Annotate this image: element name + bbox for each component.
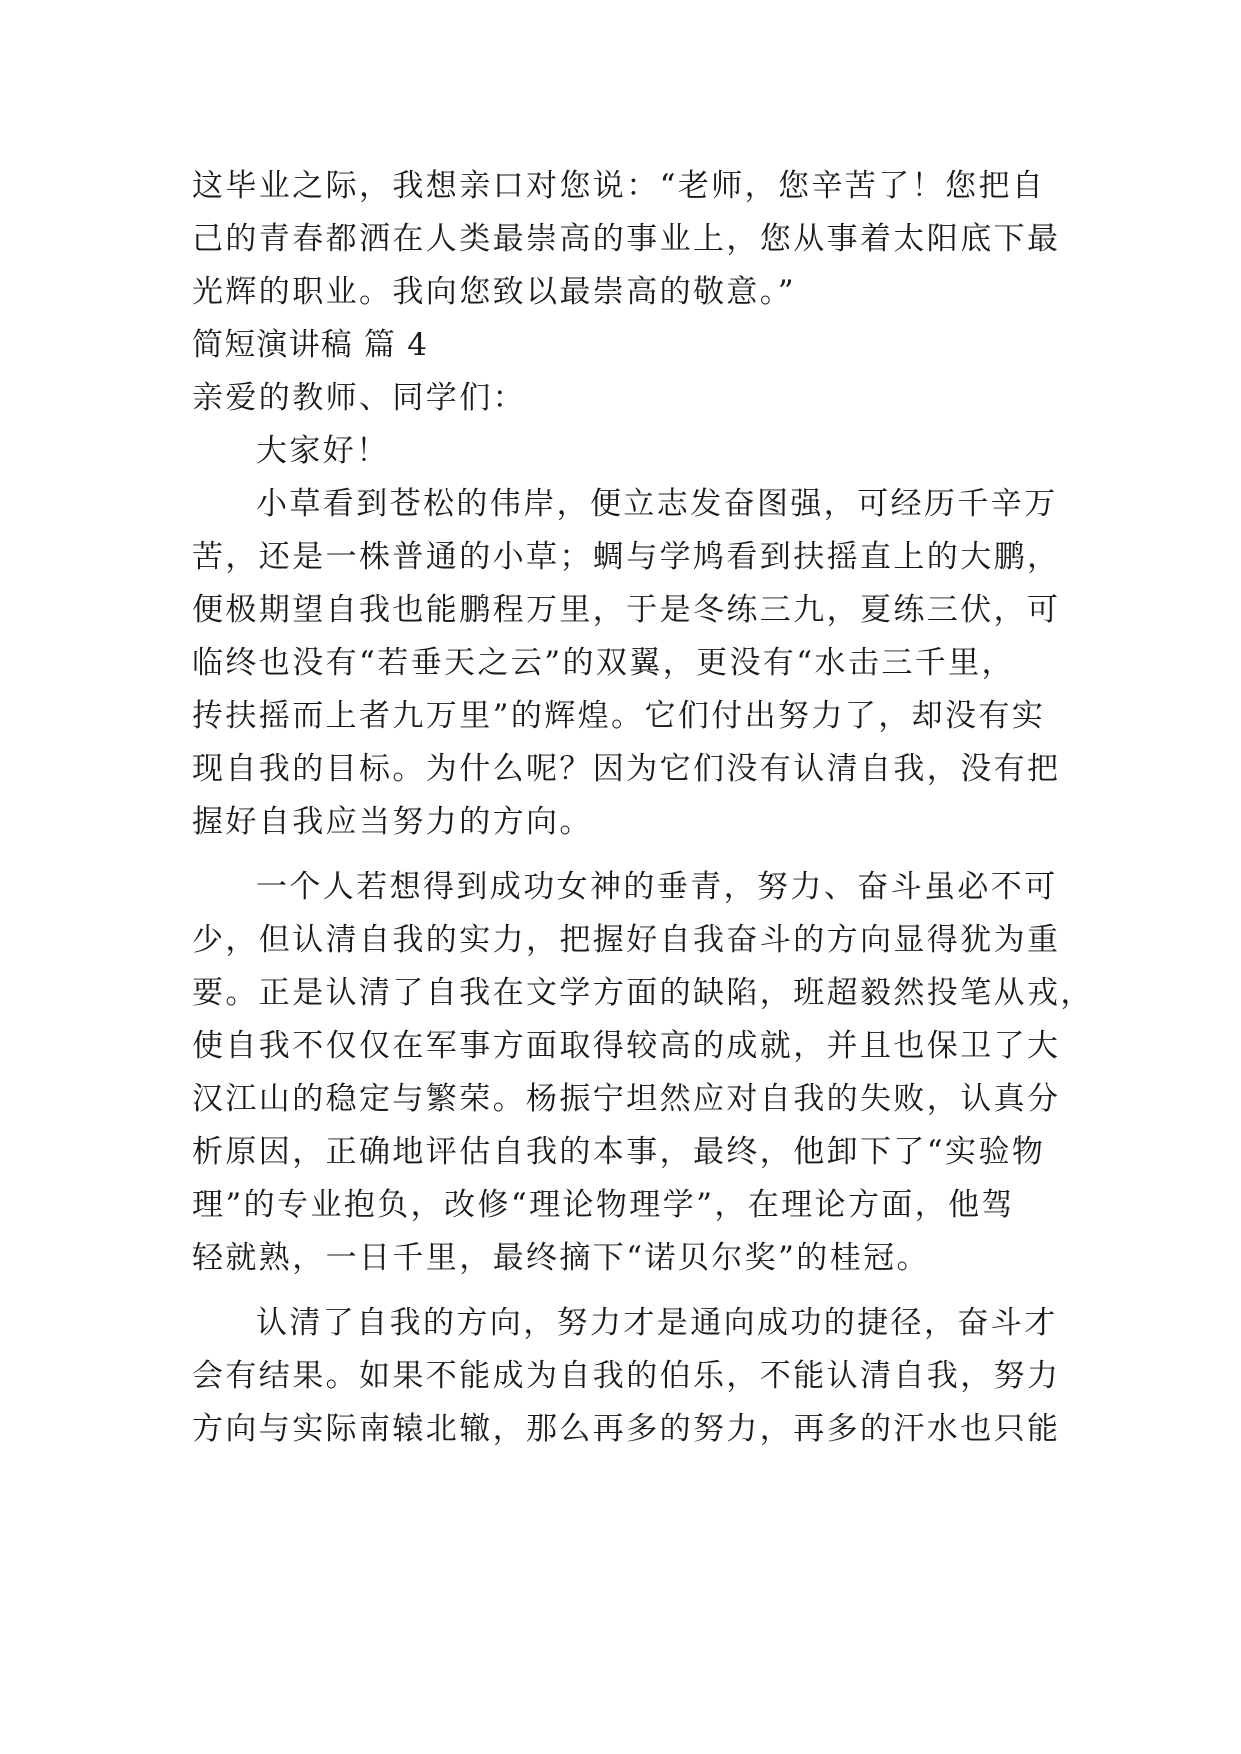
text-line: 临终也没有“若垂天之云”的双翼，更没有“水击三千里， xyxy=(192,645,1015,681)
text-line: 方向与实际南辕北辙，那么再多的努力，再多的汗水也只能 xyxy=(192,1411,1061,1447)
section-heading: 简短演讲稿 篇 4 xyxy=(192,327,429,363)
text-line: 苦，还是一株普通的小草；蜩与学鸠看到扶摇直上的大鹏， xyxy=(192,539,1061,575)
text-line: 汉江山的稳定与繁荣。杨振宁坦然应对自我的失败，认真分 xyxy=(192,1081,1061,1117)
text-line: 要。正是认清了自我在文学方面的缺陷，班超毅然投笔从戎， xyxy=(192,975,1094,1011)
text-line: 便极期望自我也能鹏程万里，于是冬练三九，夏练三伏，可 xyxy=(192,592,1061,628)
salutation: 亲爱的教师、同学们： xyxy=(192,380,526,416)
text-line: 光辉的职业。我向您致以最崇高的敬意。” xyxy=(192,274,796,310)
text-line: 抟扶摇而上者九万里”的辉煌。它们付出努力了，却没有实 xyxy=(192,698,1046,734)
text-line: 这毕业之际，我想亲口对您说：“老师，您辛苦了！您把自 xyxy=(192,168,1046,204)
text-line: 现自我的目标。为什么呢？因为它们没有认清自我，没有把 xyxy=(192,751,1061,787)
document-body xyxy=(192,160,1094,1456)
text-line: 少，但认清自我的实力，把握好自我奋斗的方向显得犹为重 xyxy=(192,922,1061,958)
text-line: 认清了自我的方向，努力才是通向成功的捷径，奋斗才 xyxy=(256,1305,1058,1341)
text-line: 使自我不仅仅在军事方面取得较高的成就，并且也保卫了大 xyxy=(192,1028,1061,1064)
text-line: 理”的专业抱负，改修“理论物理学”，在理论方面，他驾 xyxy=(192,1187,1015,1223)
text-line: 己的青春都洒在人类最崇高的事业上，您从事着太阳底下最 xyxy=(192,221,1061,257)
text-line: 小草看到苍松的伟岸，便立志发奋图强，可经历千辛万 xyxy=(256,486,1058,522)
text-line: 握好自我应当努力的方向。 xyxy=(192,804,593,840)
text-line: 轻就熟，一日千里，最终摘下“诺贝尔奖”的桂冠。 xyxy=(192,1240,930,1276)
greeting: 大家好！ xyxy=(256,433,390,469)
text-line: 会有结果。如果不能成为自我的伯乐，不能认清自我，努力 xyxy=(192,1358,1061,1394)
text-line: 析原因，正确地评估自我的本事，最终，他卸下了“实验物 xyxy=(192,1134,1046,1170)
text-line: 一个人若想得到成功女神的垂青，努力、奋斗虽必不可 xyxy=(256,869,1058,905)
